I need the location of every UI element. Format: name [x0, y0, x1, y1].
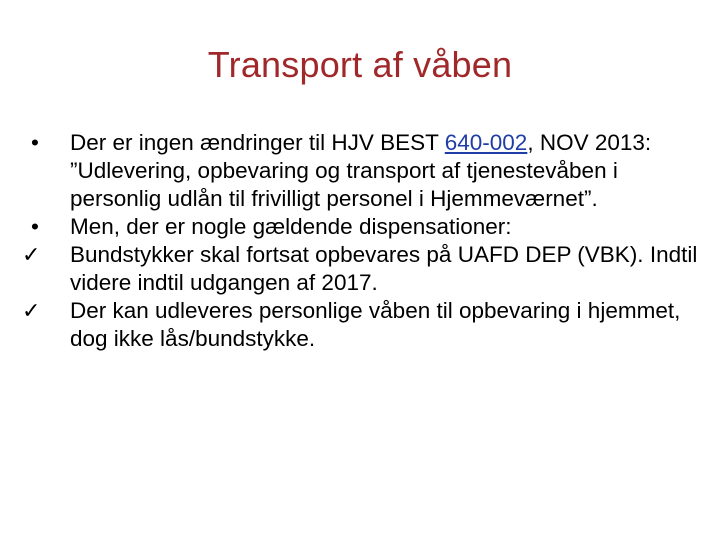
checkmark-icon: ✓ [22, 242, 41, 267]
regulation-link[interactable]: 640-002 [444, 130, 528, 155]
check-item-home-storage [22, 297, 700, 353]
bullet-text-after-link: , NOV 2013: ”Udlevering, opbevaring og transport af tjenestevåben i personlig udlån til frivilligt personel i Hjemmeværnet”. [70, 130, 652, 211]
bullet-marker: • [31, 130, 39, 155]
bullet-item-dispensations [30, 213, 700, 241]
bullet-marker: • [31, 214, 39, 239]
slide-title: Transport af våben [207, 44, 513, 85]
bullet-text-before-link: Der er ingen ændringer til HJV BEST [70, 130, 445, 155]
bullet-item-regulation [30, 129, 700, 213]
check-item-bolts-storage [22, 241, 700, 297]
check-text: Bundstykker skal fortsat opbevares på UAFD DEP (VBK). Indtil videre indtil udgangen af 2017. [70, 242, 698, 295]
slide-body [22, 129, 700, 353]
check-text: Der kan udleveres personlige våben til opbevaring i hjemmet, dog ikke lås/bundstykke. [70, 298, 681, 351]
bullet-text: Men, der er nogle gældende dispensationer: [70, 214, 512, 239]
checkmark-icon: ✓ [22, 298, 41, 323]
